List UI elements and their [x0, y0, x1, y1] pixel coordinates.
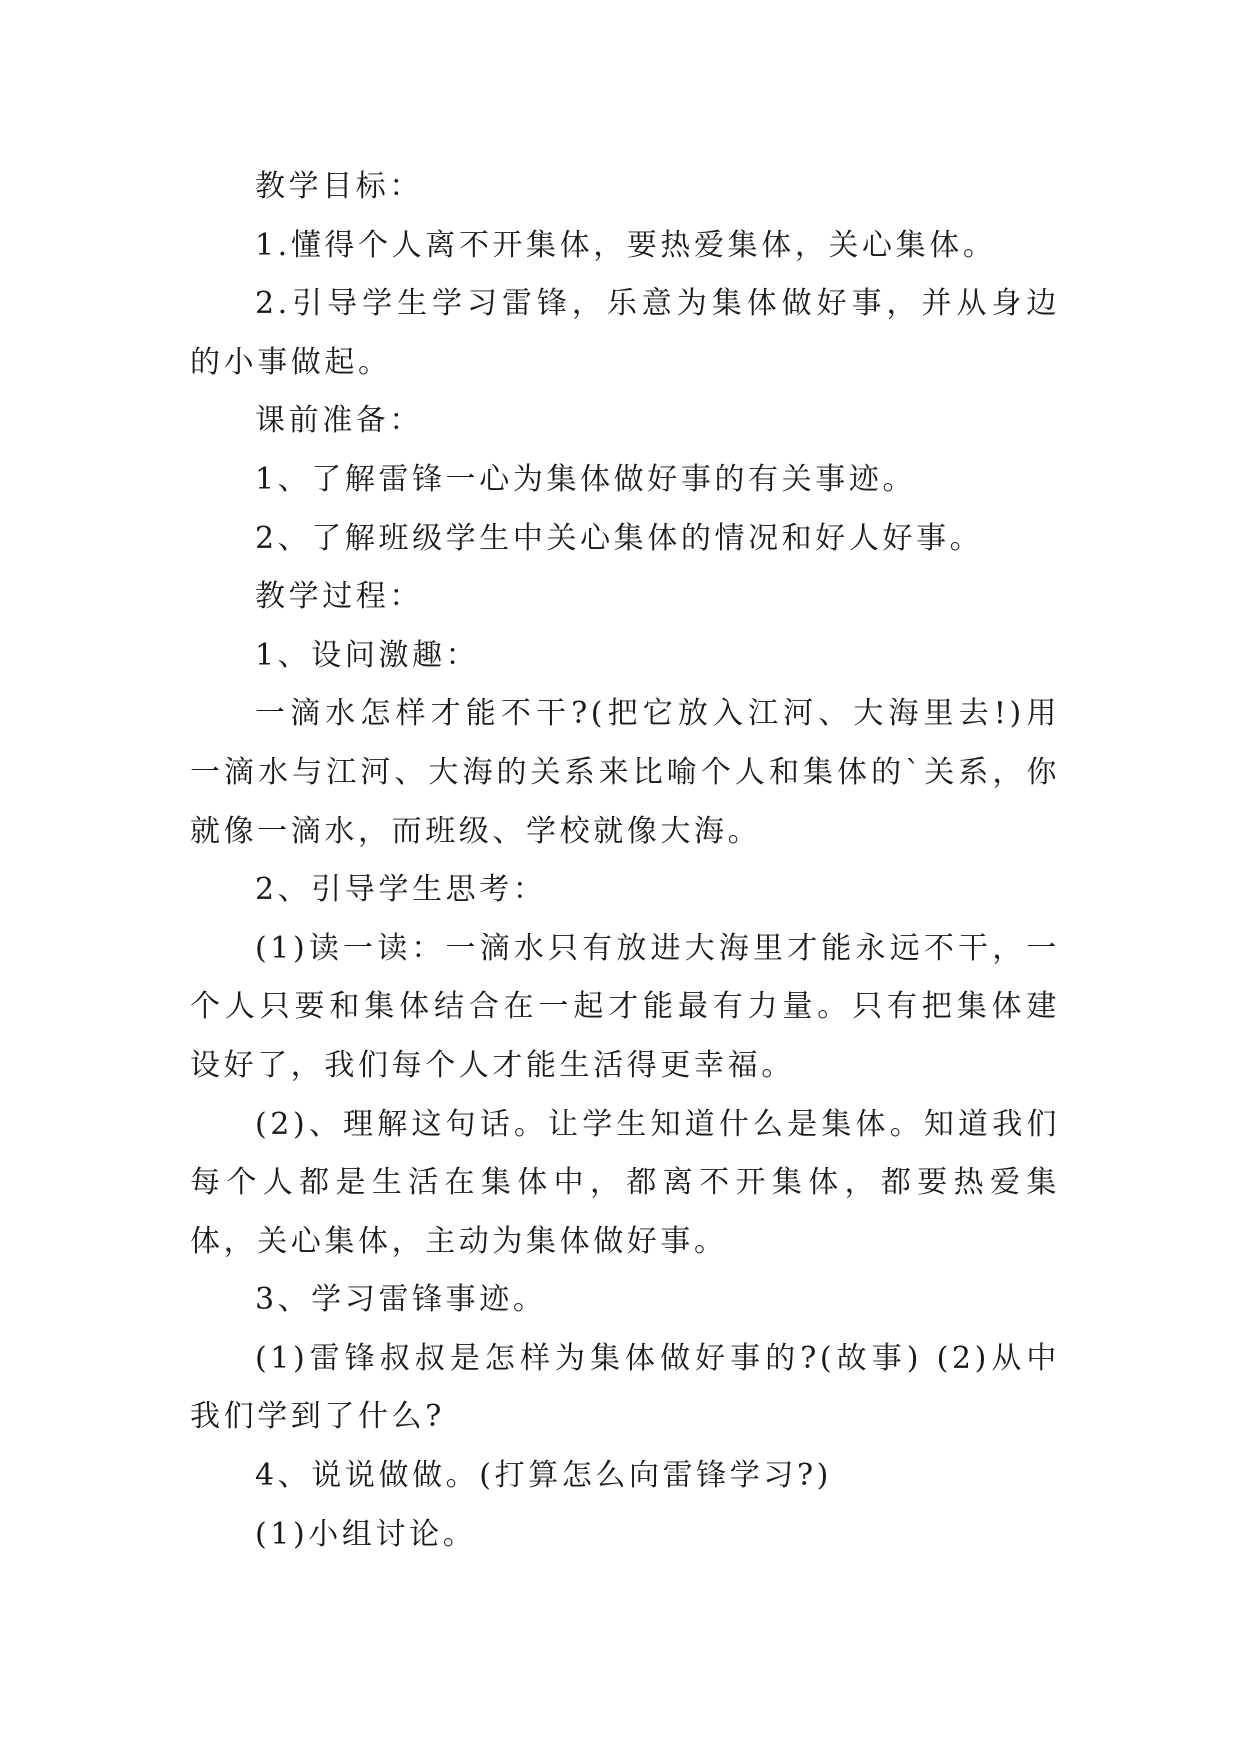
- goal-item-2: 2.引导学生学习雷锋，乐意为集体做好事，并从身边的小事做起。: [190, 286, 1060, 380]
- process-step-2-understand: (2)、理解这句话。让学生知道什么是集体。知道我们每个人都是生活在集体中，都离不开集体，都要热爱集体，关心集体，主动为集体做好事。: [190, 1106, 1060, 1259]
- process-step-2-read: (1)读一读：一滴水只有放进大海里才能永远不干，一个人只要和集体结合在一起才能最有力量。只有把集体建设好了，我们每个人才能生活得更幸福。: [190, 930, 1060, 1083]
- process-step-1-text: 一滴水怎样才能不干?(把它放入江河、大海里去!)用一滴水与江河、大海的关系来比喻个人和集体的`关系，你就像一滴水，而班级、学校就像大海。: [190, 696, 1060, 849]
- heading-preparation: 课前准备：: [255, 403, 423, 439]
- process-step-4-title: 4、说说做做。(打算怎么向雷锋学习?): [255, 1458, 832, 1494]
- goal-item-1: 1.懂得个人离不开集体，要热爱集体，关心集体。: [255, 227, 997, 263]
- process-step-3-title: 3、学习雷锋事迹。: [255, 1282, 547, 1318]
- heading-teaching-goals: 教学目标：: [255, 169, 423, 204]
- process-step-2-title: 2、引导学生思考：: [255, 872, 547, 908]
- process-step-1-title: 1、设问激趣：: [255, 637, 480, 673]
- process-step-4-discussion: (1)小组讨论。: [255, 1516, 477, 1552]
- document-body: [190, 158, 1060, 1564]
- preparation-item-1: 1、了解雷锋一心为集体做好事的有关事迹。: [255, 461, 917, 497]
- preparation-item-2: 2、了解班级学生中关心集体的情况和好人好事。: [255, 520, 984, 556]
- heading-teaching-process: 教学过程：: [255, 579, 423, 615]
- process-step-3-questions: (1)雷锋叔叔是怎样为集体做好事的?(故事) (2)从中我们学到了什么?: [190, 1340, 1060, 1435]
